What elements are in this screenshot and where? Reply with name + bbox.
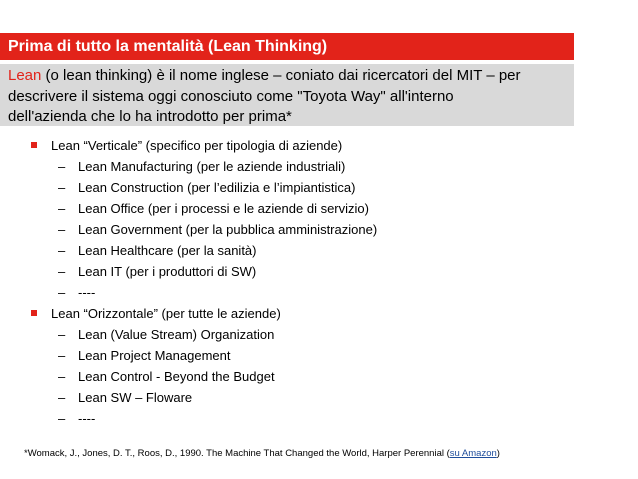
square-bullet-icon: [31, 310, 37, 316]
dash-bullet: –: [58, 390, 66, 405]
intro-accent-word: Lean: [8, 67, 42, 84]
sub-item-label: Lean Office (per i processi e le aziende di servizio): [78, 201, 369, 216]
intro-line-1-text: (o lean thinking) è il nome inglese – coniato dai ricercatori del MIT – per: [41, 67, 521, 84]
sub-item-label: Lean Manufacturing (per le aziende industriali): [78, 159, 346, 174]
dash-bullet: –: [58, 327, 66, 342]
dash-bullet: –: [58, 243, 66, 258]
slide-title: Prima di tutto la mentalità (Lean Thinking): [0, 33, 574, 60]
amazon-link[interactable]: su Amazon: [449, 448, 497, 459]
dash-bullet: –: [58, 159, 66, 174]
intro-box: [0, 64, 574, 126]
intro-line-3: dell'azienda che lo ha introdotto per prima*: [8, 108, 292, 125]
footnote-close: ): [496, 448, 500, 459]
sub-item-label: Lean Construction (per l’edilizia e l’impiantistica): [78, 180, 356, 195]
sub-item-label: Lean Healthcare (per la sanità): [78, 243, 257, 258]
footnote: [24, 448, 500, 459]
sub-item-label: ----: [78, 411, 96, 426]
dash-bullet: –: [58, 222, 66, 237]
sub-item-label: Lean IT (per i produttori di SW): [78, 264, 257, 279]
sub-item-label: Lean Project Management: [78, 348, 231, 363]
sub-item-label: Lean SW – Floware: [78, 390, 193, 405]
dash-bullet: –: [58, 411, 66, 426]
footnote-text: *Womack, J., Jones, D. T., Roos, D., 1990. The Machine That Changed the World, Harper Perennial (: [24, 448, 450, 459]
intro-line-1: [8, 66, 574, 87]
square-bullet-icon: [31, 142, 37, 148]
sub-item-label: Lean Control - Beyond the Budget: [78, 369, 275, 384]
dash-bullet: –: [58, 201, 66, 216]
dash-bullet: –: [58, 264, 66, 279]
intro-line-2: descrivere il sistema oggi conosciuto come "Toyota Way" all'interno: [8, 87, 454, 105]
sub-item-label: Lean (Value Stream) Organization: [78, 327, 275, 342]
dash-bullet: –: [58, 348, 66, 363]
sub-item-label: ----: [78, 285, 96, 300]
bullet-label: Lean “Orizzontale” (per tutte le aziende): [51, 306, 281, 321]
dash-bullet: –: [58, 285, 66, 300]
sub-item-label: Lean Government (per la pubblica amministrazione): [78, 222, 378, 237]
bullet-label: Lean “Verticale” (specifico per tipologia di aziende): [51, 138, 343, 153]
dash-bullet: –: [58, 180, 66, 195]
dash-bullet: –: [58, 369, 66, 384]
